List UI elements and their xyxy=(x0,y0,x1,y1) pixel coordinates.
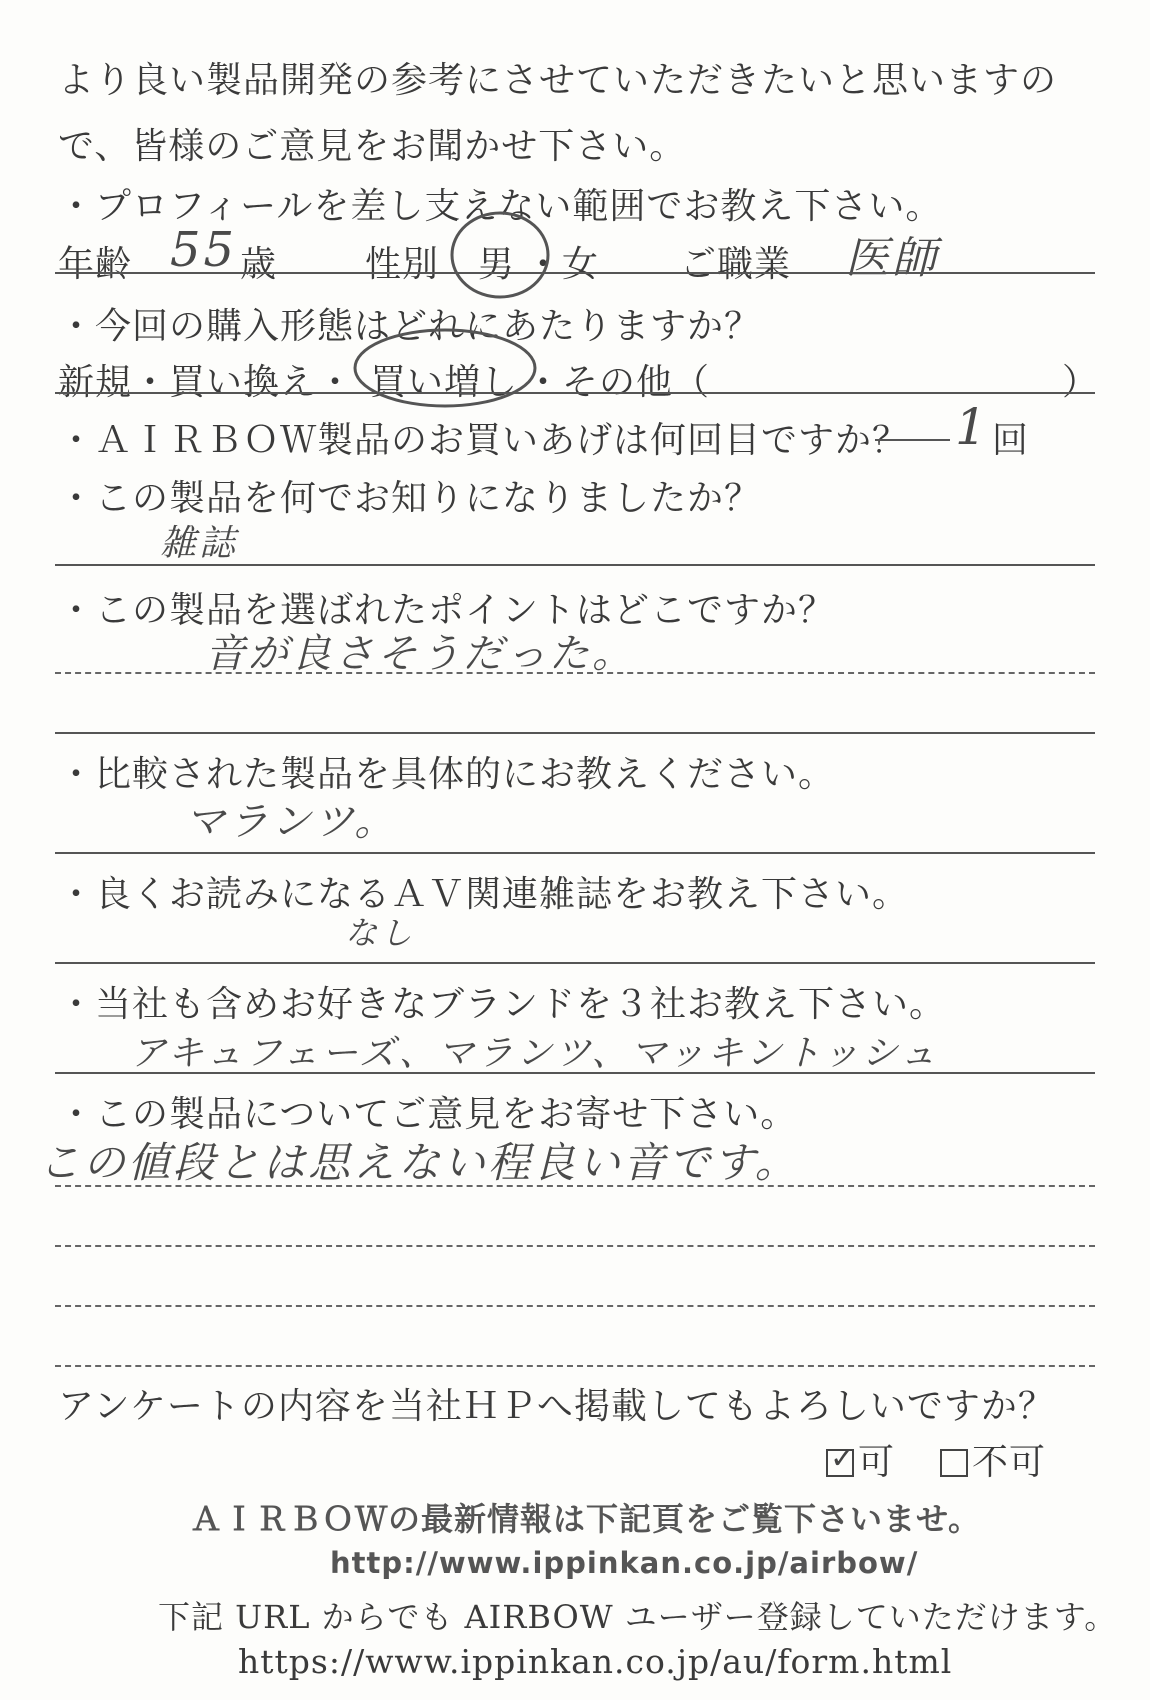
age-unit: 歳 xyxy=(240,244,278,285)
how-known-answer[interactable]: 雑誌 xyxy=(160,523,239,564)
purchase-type-circle xyxy=(355,330,535,406)
gender-female-option[interactable]: 女 xyxy=(562,244,600,285)
intro-line-1: より良い製品開発の参考にさせていただきたいと思いますの xyxy=(58,60,1058,101)
gender-label: 性別 xyxy=(365,244,440,285)
purchase-type-options: 新規・買い換え・ xyxy=(58,362,355,403)
purchase-count-value[interactable]: 1 xyxy=(955,398,990,456)
age-value[interactable]: 55 xyxy=(170,222,238,278)
publish-yes-label: 可 xyxy=(858,1442,896,1483)
age-label: 年齢 xyxy=(58,244,133,285)
publish-question: アンケートの内容を当社ＨＰへ掲載してもよろしいですか？ xyxy=(58,1386,1055,1427)
selection-point-answer[interactable]: 音が良さそうだった。 xyxy=(205,631,635,677)
how-known-question: ・この製品を何でお知りになりましたか？ xyxy=(58,478,762,519)
publish-no-label: 不可 xyxy=(972,1442,1047,1483)
purchase-type-selected[interactable]: 買い増し xyxy=(370,362,519,403)
magazines-question: ・良くお読みになるＡＶ関連雑誌をお教え下さい。 xyxy=(58,874,910,915)
profile-question: ・プロフィールを差し支えない範囲でお教え下さい。 xyxy=(58,186,943,227)
purchase-type-other: ・その他（ xyxy=(525,362,711,403)
magazines-answer[interactable]: なし xyxy=(345,914,416,952)
footer-heading: ＡＩＲＢＯＷの最新情報は下記頁をご覧下さいませ。 xyxy=(190,1500,982,1538)
selection-point-question: ・この製品を選ばれたポイントはどこですか？ xyxy=(58,590,836,631)
footer-url-2[interactable]: https://www.ippinkan.co.jp/au/form.html xyxy=(238,1642,953,1681)
occupation-label: ご職業 xyxy=(680,244,792,285)
brands-question: ・当社も含めお好きなブランドを３社お教え下さい。 xyxy=(58,984,947,1025)
purchase-count-unit: 回 xyxy=(992,420,1030,461)
brands-answer[interactable]: アキュフェーズ、マランツ、マッキントッシュ xyxy=(130,1033,939,1074)
intro-line-2: で、皆様のご意見をお聞かせ下さい。 xyxy=(58,126,687,167)
purchase-count-question: ・ＡＩＲＢＯＷ製品のお買いあげは何回目ですか？ xyxy=(58,420,910,461)
compared-question: ・比較された製品を具体的にお教えください。 xyxy=(58,754,836,795)
footer-url-1[interactable]: http://www.ippinkan.co.jp/airbow/ xyxy=(330,1546,919,1580)
opinion-question: ・この製品についてご意見をお寄せ下さい。 xyxy=(58,1094,798,1135)
footer-note: 下記 URL からでも AIRBOW ユーザー登録していただけます。 xyxy=(158,1598,1118,1636)
opinion-answer[interactable]: この値段とは思えない程良い音です。 xyxy=(38,1138,800,1187)
purchase-type-question: ・今回の購入形態はどれにあたりますか？ xyxy=(58,306,762,347)
compared-answer[interactable]: マランツ。 xyxy=(185,799,398,845)
purchase-type-close-paren: ） xyxy=(1062,362,1100,403)
occupation-value[interactable]: 医師 xyxy=(845,233,939,284)
gender-male-circle xyxy=(452,213,548,297)
gender-separator: ・ xyxy=(525,244,563,285)
gender-male-option[interactable]: 男 xyxy=(478,244,516,285)
